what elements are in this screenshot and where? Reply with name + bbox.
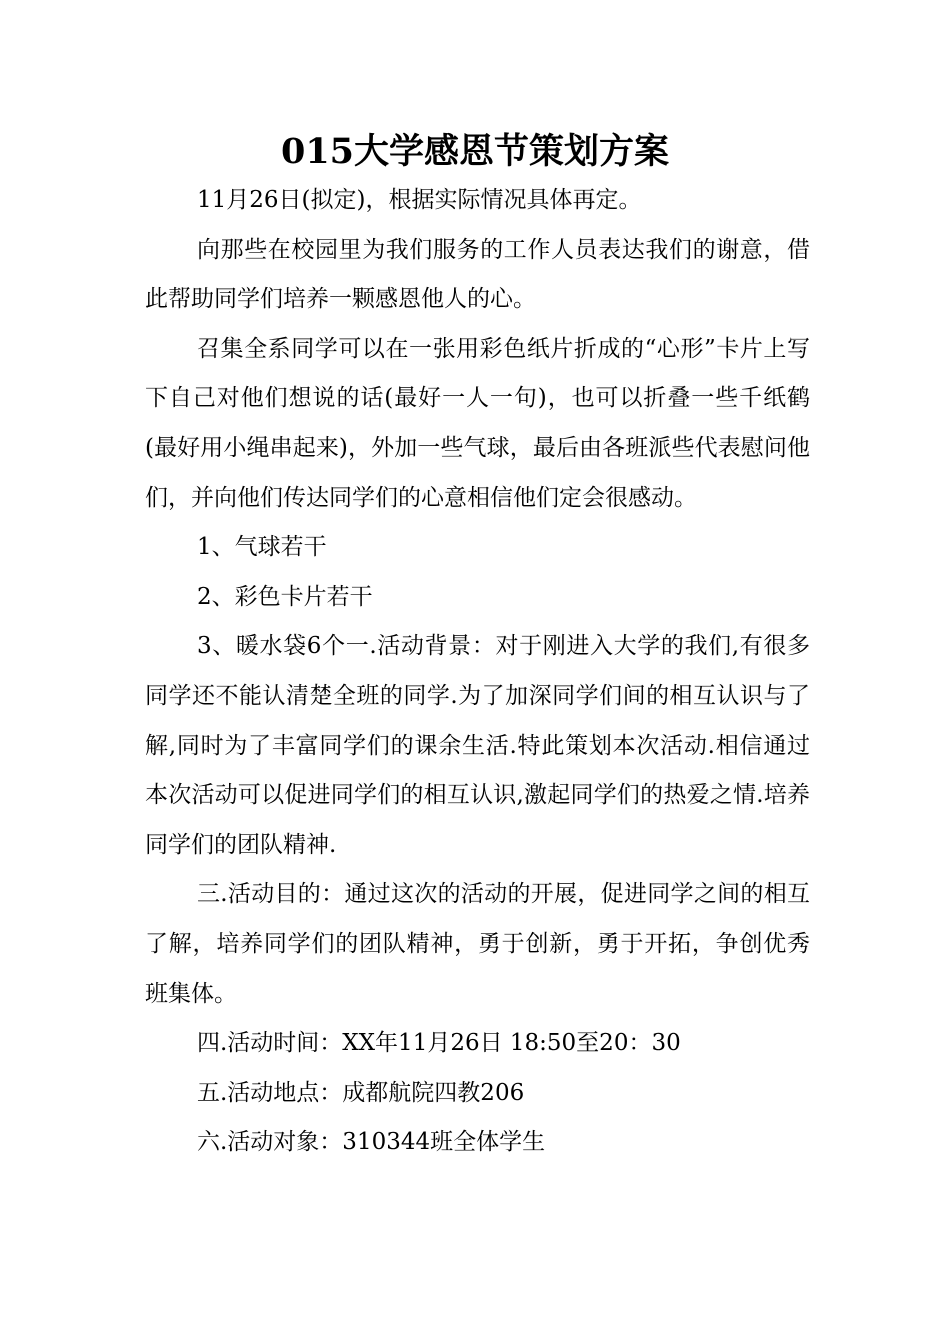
paragraph-audience: 六.活动对象：310344班全体学生 — [197, 1129, 546, 1156]
paragraph-date: 11月26日(拟定)，根据实际情况具体再定。 — [197, 187, 642, 213]
list-item-cards: 2、彩色卡片若干 — [197, 583, 373, 610]
paragraph-time: 四.活动时间：XX年11月26日 18:50至20：30 — [197, 1030, 681, 1057]
paragraph-goal: 三.活动目的：通过这次的活动的开展，促进同学之间的相互了解，培养同学们的团队精神，勇于创新，勇于开拓，争创优秀班集体。 — [145, 881, 810, 1007]
document-body — [145, 176, 810, 1168]
paragraph-location: 五.活动地点：成都航院四教206 — [197, 1079, 525, 1106]
paragraph-purpose: 向那些在校园里为我们服务的工作人员表达我们的谢意，借此帮助同学们培养一颗感恩他人的心。 — [145, 236, 810, 313]
paragraph-background: 3、暖水袋6个一.活动背景：对于刚进入大学的我们,有很多同学还不能认清楚全班的同学.为了加深同学们间的相互认识与了解,同时为了丰富同学们的课余生活.特此策划本次活动.相信通过本次活动可以促进同学们的相互认识,激起同学们的热爱之情.培养同学们的团队精神. — [145, 633, 810, 858]
list-item-balloons: 1、气球若干 — [197, 534, 327, 561]
document-title: 015大学感恩节策划方案 — [280, 131, 670, 172]
paragraph-activity: 召集全系同学可以在一张用彩色纸片折成的“心形”卡片上写下自己对他们想说的话(最好一人一句)，也可以折叠一些千纸鹤(最好用小绳串起来)，外加一些气球，最后由各班派些代表慰问他们，并向他们传达同学们的心意相信他们定会很感动。 — [145, 335, 810, 511]
